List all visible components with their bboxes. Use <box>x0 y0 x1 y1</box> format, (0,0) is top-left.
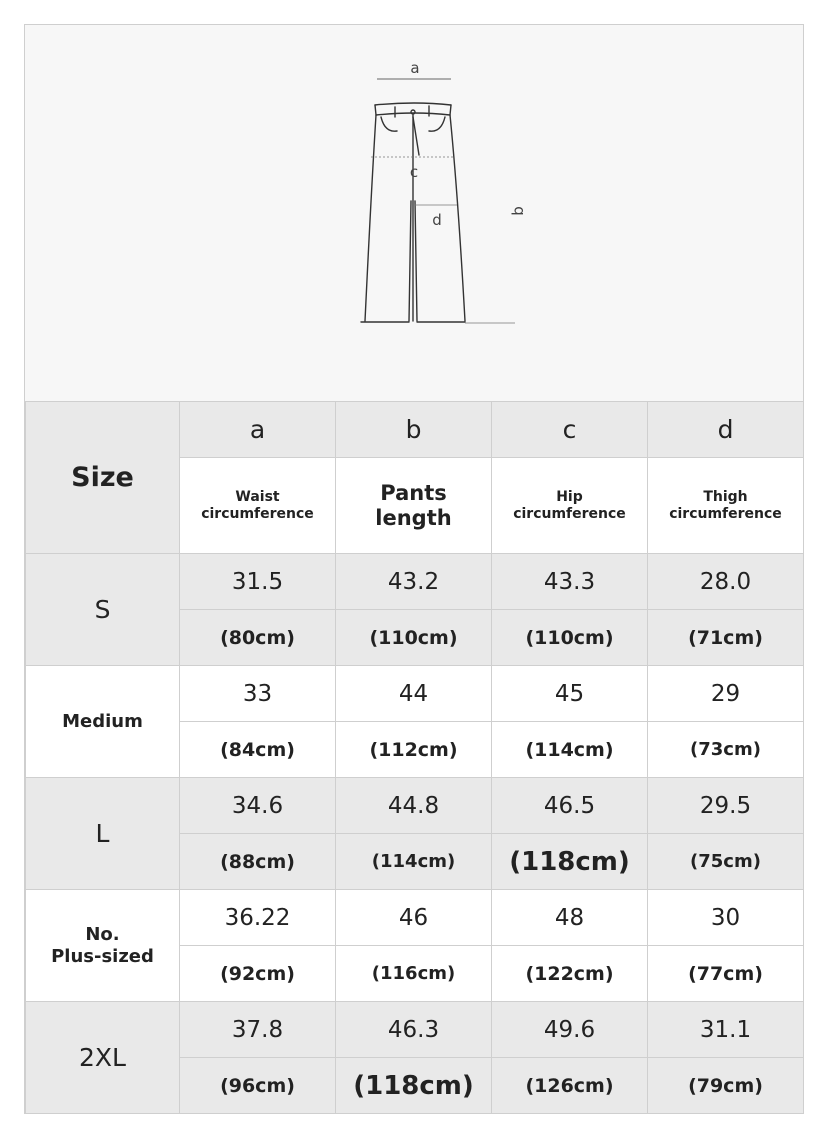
inch-cell <box>492 778 648 834</box>
size-cell <box>26 890 180 1002</box>
size-cell <box>26 666 180 778</box>
inch-cell <box>180 778 336 834</box>
cm-cell <box>648 1058 804 1114</box>
col-name-pants-length <box>336 458 492 554</box>
col-name-line1: Waist <box>235 488 280 505</box>
size-cell <box>26 778 180 890</box>
cm-value: (122cm) <box>525 962 614 985</box>
size-header-cell <box>26 402 180 554</box>
size-label: L <box>95 819 110 848</box>
size-label: Medium <box>62 710 143 732</box>
inch-cell <box>180 890 336 946</box>
col-name-line1: Thigh <box>703 488 748 505</box>
size-label-line2: Plus-sized <box>51 945 154 967</box>
cm-cell <box>336 722 492 778</box>
col-name-waist <box>180 458 336 554</box>
col-name-thigh <box>648 458 804 554</box>
inch-value: 33 <box>242 680 273 707</box>
cm-value: (92cm) <box>220 962 295 985</box>
table-row <box>26 666 804 722</box>
col-name-line2: length <box>375 505 452 530</box>
table-row <box>26 554 804 610</box>
size-label: 2XL <box>79 1043 126 1072</box>
cm-cell <box>180 610 336 666</box>
cm-value: (116cm) <box>371 963 456 984</box>
inch-value: 43.2 <box>387 568 440 595</box>
cm-cell <box>180 1058 336 1114</box>
label-d: d <box>432 211 442 229</box>
col-name-line2: circumference <box>513 505 626 522</box>
inch-value: 49.6 <box>543 1016 596 1043</box>
inch-cell <box>648 1002 804 1058</box>
table-row <box>26 890 804 946</box>
size-table <box>25 401 804 1114</box>
inch-value: 44.8 <box>387 792 440 819</box>
size-cell <box>26 1002 180 1114</box>
inch-cell <box>648 890 804 946</box>
inch-value: 36.22 <box>224 904 291 931</box>
cm-cell <box>492 610 648 666</box>
cm-cell <box>648 610 804 666</box>
cm-value: (126cm) <box>525 1074 614 1097</box>
col-name-hip <box>492 458 648 554</box>
cm-cell <box>492 1058 648 1114</box>
cm-value: (73cm) <box>690 739 761 760</box>
inch-value: 37.8 <box>231 1016 284 1043</box>
cm-value: (112cm) <box>369 738 458 761</box>
inch-value: 46.5 <box>543 792 596 819</box>
inch-value: 31.1 <box>699 1016 752 1043</box>
col-name-line2: circumference <box>201 505 314 522</box>
cm-value: (71cm) <box>688 626 763 649</box>
cm-cell <box>492 722 648 778</box>
inch-value: 30 <box>710 904 741 931</box>
inch-cell <box>492 890 648 946</box>
col-letter: a <box>249 415 266 444</box>
col-letter: d <box>717 415 734 444</box>
col-name-line1: Hip <box>556 488 583 505</box>
inch-cell <box>336 890 492 946</box>
label-b: b <box>509 206 527 216</box>
inch-cell <box>492 554 648 610</box>
cm-value: (77cm) <box>688 962 763 985</box>
inch-value: 29.5 <box>699 792 752 819</box>
inch-value: 48 <box>554 904 585 931</box>
cm-cell <box>180 722 336 778</box>
col-letter-d <box>648 402 804 458</box>
cm-cell <box>180 946 336 1002</box>
cm-cell <box>492 946 648 1002</box>
size-label-line1: No. <box>85 923 120 945</box>
cm-cell <box>648 834 804 890</box>
pants-outline <box>361 103 465 322</box>
cm-value: (79cm) <box>688 1074 763 1097</box>
cm-value: (110cm) <box>369 626 458 649</box>
cm-value: (75cm) <box>690 851 761 872</box>
inch-cell <box>648 666 804 722</box>
pants-diagram <box>25 25 803 401</box>
col-letter: b <box>405 415 422 444</box>
cm-cell <box>336 946 492 1002</box>
size-header: Size <box>71 462 134 493</box>
inch-cell <box>336 1002 492 1058</box>
col-letter-a <box>180 402 336 458</box>
inch-value: 28.0 <box>699 568 752 595</box>
inch-value: 43.3 <box>543 568 596 595</box>
inch-cell <box>336 554 492 610</box>
cm-cell <box>336 1058 492 1114</box>
size-chart-frame <box>24 24 804 1114</box>
label-a: a <box>410 59 420 77</box>
inch-cell <box>648 778 804 834</box>
inch-value: 46.3 <box>387 1016 440 1043</box>
cm-cell <box>648 722 804 778</box>
inch-cell <box>648 554 804 610</box>
inch-cell <box>336 778 492 834</box>
cm-value: (80cm) <box>220 626 295 649</box>
cm-value: (114cm) <box>525 738 614 761</box>
inch-value: 44 <box>398 680 429 707</box>
cm-value: (88cm) <box>220 850 295 873</box>
inch-value: 46 <box>398 904 429 931</box>
table-row <box>26 778 804 834</box>
inch-cell <box>336 666 492 722</box>
cm-value: (110cm) <box>525 626 614 649</box>
header-letter-row <box>26 402 804 458</box>
inch-cell <box>180 1002 336 1058</box>
cm-value: (84cm) <box>220 738 295 761</box>
inch-value: 31.5 <box>231 568 284 595</box>
col-letter-c <box>492 402 648 458</box>
cm-cell <box>648 946 804 1002</box>
size-label: S <box>94 595 111 624</box>
col-name-line1: Pants <box>380 480 447 505</box>
inch-value: 45 <box>554 680 585 707</box>
label-c: c <box>409 163 419 181</box>
cm-value: (114cm) <box>371 851 456 872</box>
cm-cell <box>180 834 336 890</box>
table-row <box>26 1002 804 1058</box>
col-name-line2: circumference <box>669 505 782 522</box>
size-cell <box>26 554 180 666</box>
col-letter: c <box>562 415 577 444</box>
cm-cell <box>336 610 492 666</box>
inch-cell <box>180 666 336 722</box>
pants-illustration <box>25 25 803 401</box>
cm-value: (96cm) <box>220 1074 295 1097</box>
cm-cell <box>492 834 648 890</box>
inch-value: 29 <box>710 680 741 707</box>
cm-value: (118cm) <box>509 846 630 877</box>
inch-cell <box>492 666 648 722</box>
inch-cell <box>492 1002 648 1058</box>
cm-value: (118cm) <box>353 1070 474 1101</box>
inch-cell <box>180 554 336 610</box>
col-letter-b <box>336 402 492 458</box>
cm-cell <box>336 834 492 890</box>
inch-value: 34.6 <box>231 792 284 819</box>
